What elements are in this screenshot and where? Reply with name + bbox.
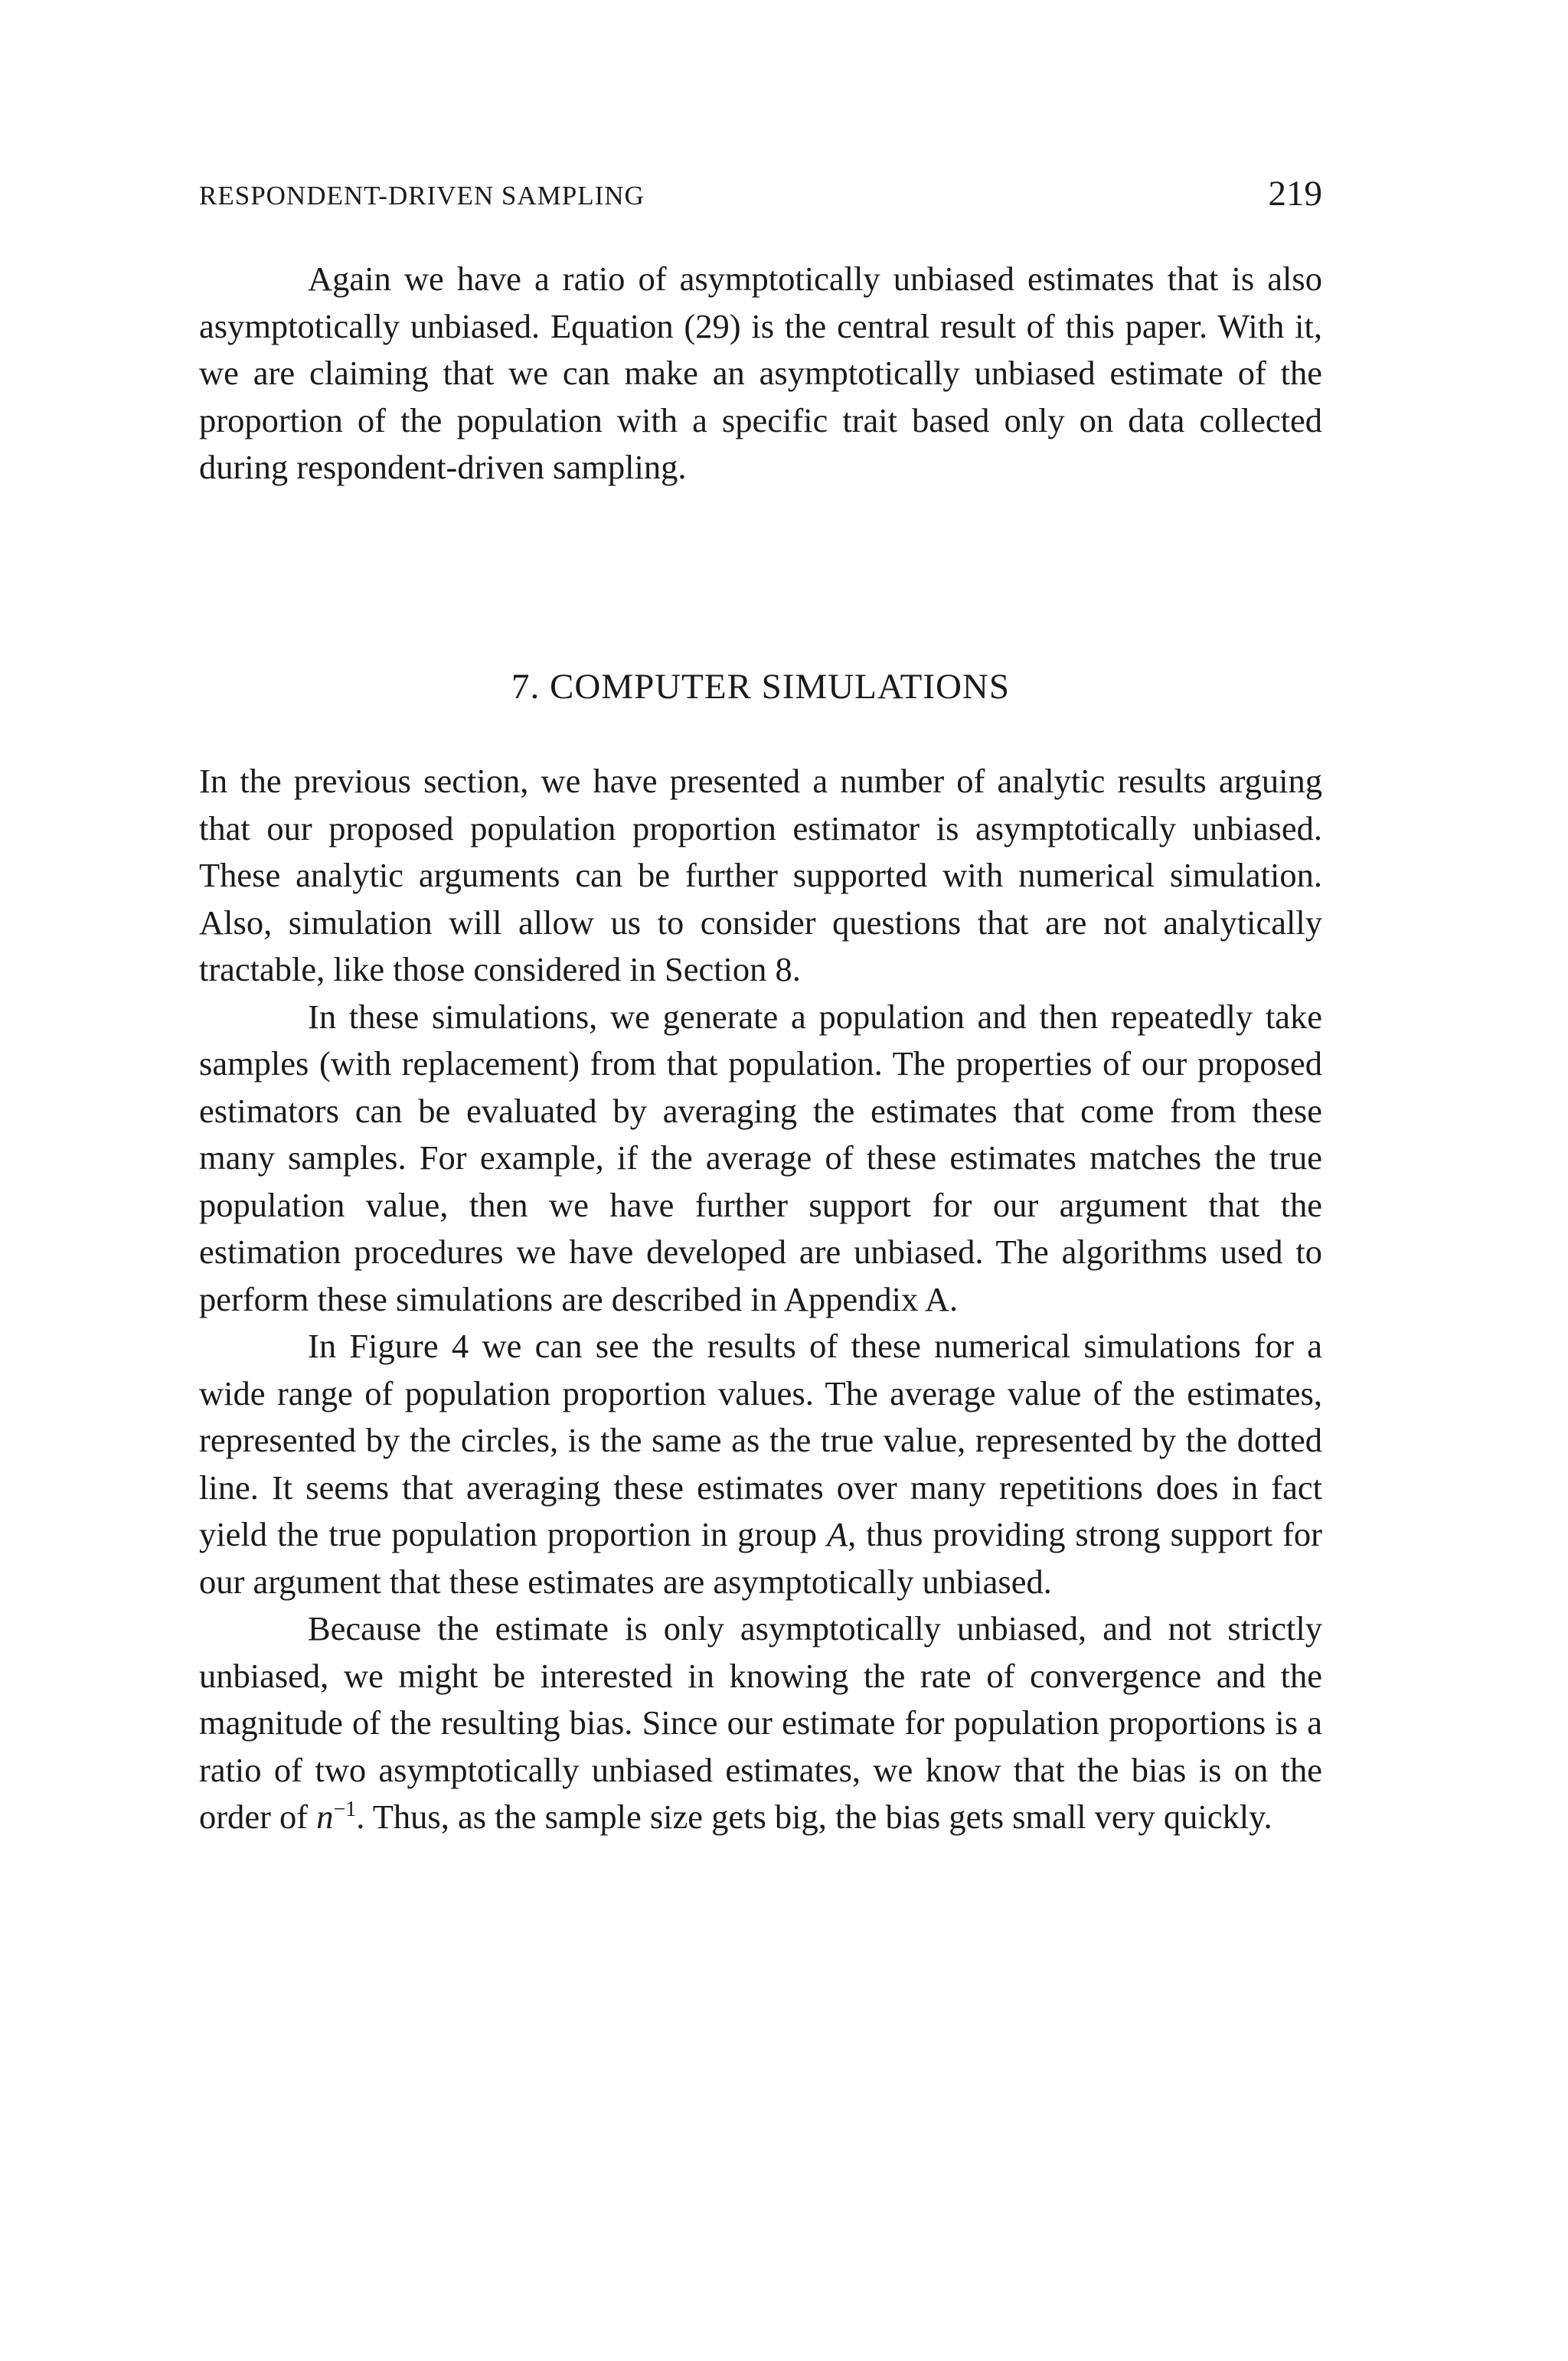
exponent: −1 bbox=[333, 1798, 357, 1822]
sample-size-variable: n bbox=[316, 1798, 334, 1836]
running-title: RESPONDENT-DRIVEN SAMPLING bbox=[199, 181, 645, 211]
page-number: 219 bbox=[1268, 174, 1322, 214]
section-heading: 7. COMPUTER SIMULATIONS bbox=[511, 667, 1011, 707]
paragraph-4-text-b: . Thus, as the sample size gets big, the bias gets small very quickly. bbox=[356, 1798, 1272, 1836]
section-paragraph-3 bbox=[199, 1323, 1322, 1605]
paragraph-4-text-a: Because the estimate is only asymptotically unbiased, and not strictly unbiased, we might be interested in knowing the rate of convergence and the magnitude of the resulting bias. Since our estimate for population proportions is a ratio of two asymptotically unbiased estimates, we know that the bias is on the order of bbox=[199, 1609, 1322, 1836]
paragraph-3-text-b: , thus providing strong support for our argument that these estimates are asymptotically unbiased. bbox=[199, 1515, 1322, 1601]
section-paragraph-1: In the previous section, we have presented a number of analytic results arguing that our proposed population proportion estimator is asymptotically unbiased. These analytic arguments can be further supported with numerical simulation. Also, simulation will allow us to consider questions that are not analytically tractable, like those considered in Section 8. bbox=[199, 762, 1322, 988]
section-paragraph-4 bbox=[199, 1605, 1322, 1841]
intro-paragraph: Again we have a ratio of asymptotically unbiased estimates that is also asymptotically unbiased. Equation (29) is the central result of this paper. With it, we are claiming that we can make an asymptotically unbiased estimate of the proportion of the population with a specific trait based only on data collected during respondent-driven sampling. bbox=[199, 260, 1322, 486]
section-paragraph-2: In these simulations, we generate a population and then repeatedly take samples (with replacement) from that population. The properties of our proposed estimators can be evaluated by averaging the estimates that come from these many samples. For example, if the average of these estimates matches the true population value, then we have further support for our argument that the estimation procedures we have developed are unbiased. The algorithms used to perform these simulations are described in Appendix A. bbox=[199, 997, 1322, 1318]
intro-block bbox=[199, 256, 1322, 491]
paragraph-3-text-a: In Figure 4 we can see the results of these numerical simulations for a wide range of population proportion values. The average value of the estimates, represented by the circles, is the same as the true value, represented by the dotted line. It seems that averaging these estimates over many repetitions does in fact yield the true population proportion in group bbox=[199, 1327, 1322, 1553]
section-body bbox=[199, 758, 1322, 1841]
running-head bbox=[199, 173, 1322, 219]
group-variable: A bbox=[826, 1515, 848, 1553]
